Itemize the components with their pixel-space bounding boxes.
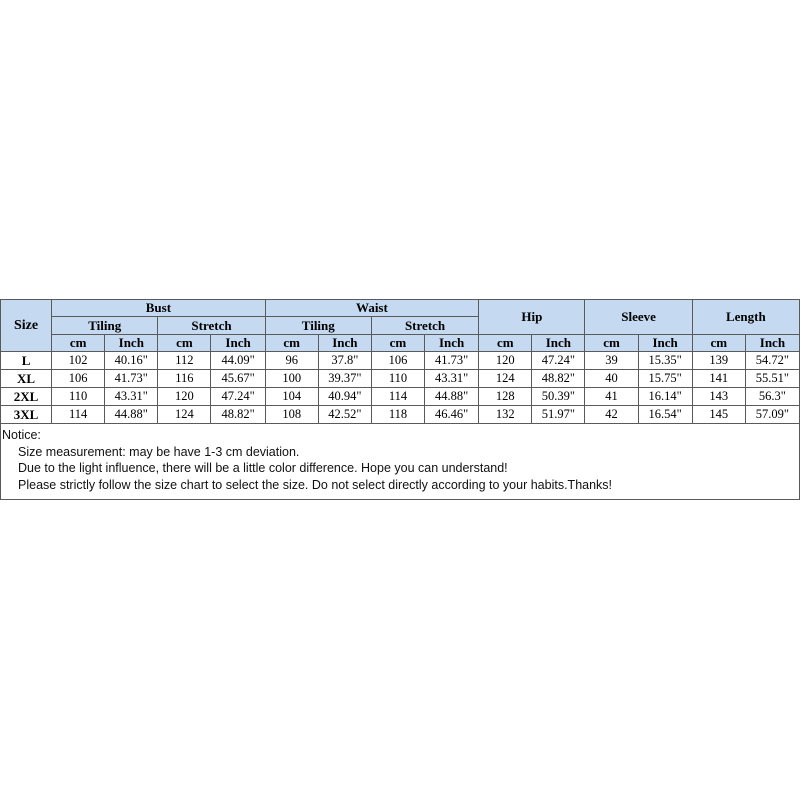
measure-cell: 47.24": [532, 352, 585, 370]
size-header: Size: [1, 300, 52, 352]
unit-header: cm: [479, 335, 532, 352]
bust-header: Bust: [52, 300, 266, 317]
measure-cell: 42: [585, 406, 638, 424]
measure-cell: 48.82": [532, 370, 585, 388]
measure-cell: 15.35": [638, 352, 692, 370]
notice-line: Size measurement: may be have 1-3 cm deviation.: [18, 444, 300, 459]
hip-header: Hip: [479, 300, 585, 335]
unit-header: cm: [692, 335, 745, 352]
measure-cell: 46.46": [425, 406, 479, 424]
measure-cell: 139: [692, 352, 745, 370]
unit-header: cm: [371, 335, 424, 352]
measure-cell: 44.88": [105, 406, 158, 424]
measure-cell: 96: [265, 352, 318, 370]
table-row: [1, 370, 800, 388]
notice-line: Please strictly follow the size chart to select the size. Do not select directly according to your habits.Thanks!: [18, 477, 613, 492]
measure-cell: 141: [692, 370, 745, 388]
unit-header: Inch: [425, 335, 479, 352]
unit-header: Inch: [638, 335, 692, 352]
size-chart: [0, 299, 800, 500]
table-row: [1, 352, 800, 370]
measure-cell: 143: [692, 388, 745, 406]
measure-cell: 120: [479, 352, 532, 370]
measure-cell: 54.72": [745, 352, 799, 370]
bust-stretch-header: Stretch: [158, 317, 265, 335]
unit-header: Inch: [105, 335, 158, 352]
measure-cell: 56.3": [745, 388, 799, 406]
unit-header: cm: [585, 335, 638, 352]
size-cell: 3XL: [1, 406, 52, 424]
measure-cell: 43.31": [425, 370, 479, 388]
measure-cell: 16.54": [638, 406, 692, 424]
measure-cell: 41: [585, 388, 638, 406]
measure-cell: 108: [265, 406, 318, 424]
measure-cell: 42.52": [318, 406, 371, 424]
measure-cell: 15.75": [638, 370, 692, 388]
length-header: Length: [692, 300, 799, 335]
size-cell: L: [1, 352, 52, 370]
measure-cell: 120: [158, 388, 211, 406]
measure-cell: 16.14": [638, 388, 692, 406]
measure-cell: 41.73": [105, 370, 158, 388]
measure-cell: 114: [52, 406, 105, 424]
measure-cell: 45.67": [211, 370, 265, 388]
bust-tiling-header: Tiling: [52, 317, 158, 335]
measure-cell: 47.24": [211, 388, 265, 406]
measure-cell: 112: [158, 352, 211, 370]
measure-cell: 104: [265, 388, 318, 406]
measure-cell: 48.82": [211, 406, 265, 424]
measure-cell: 39: [585, 352, 638, 370]
sleeve-header: Sleeve: [585, 300, 692, 335]
unit-header: cm: [52, 335, 105, 352]
size-table: [0, 299, 800, 424]
measure-cell: 43.31": [105, 388, 158, 406]
unit-header: Inch: [318, 335, 371, 352]
measure-cell: 116: [158, 370, 211, 388]
measure-cell: 106: [371, 352, 424, 370]
unit-header: Inch: [745, 335, 799, 352]
measure-cell: 110: [371, 370, 424, 388]
notice-title: Notice:: [2, 428, 41, 442]
measure-cell: 128: [479, 388, 532, 406]
measure-cell: 40.16": [105, 352, 158, 370]
notice-line: Due to the light influence, there will be a little color difference. Hope you can understand!: [18, 461, 508, 475]
measure-cell: 44.88": [425, 388, 479, 406]
waist-tiling-header: Tiling: [265, 317, 371, 335]
table-row: [1, 388, 800, 406]
measure-cell: 100: [265, 370, 318, 388]
size-cell: 2XL: [1, 388, 52, 406]
measure-cell: 40.94": [318, 388, 371, 406]
notice-box: [0, 424, 800, 500]
unit-header: cm: [265, 335, 318, 352]
measure-cell: 55.51": [745, 370, 799, 388]
unit-header: Inch: [532, 335, 585, 352]
measure-cell: 44.09": [211, 352, 265, 370]
measure-cell: 132: [479, 406, 532, 424]
measure-cell: 41.73": [425, 352, 479, 370]
measure-cell: 102: [52, 352, 105, 370]
table-row: [1, 406, 800, 424]
measure-cell: 110: [52, 388, 105, 406]
measure-cell: 118: [371, 406, 424, 424]
measure-cell: 39.37": [318, 370, 371, 388]
measure-cell: 40: [585, 370, 638, 388]
unit-header: Inch: [211, 335, 265, 352]
measure-cell: 51.97": [532, 406, 585, 424]
size-cell: XL: [1, 370, 52, 388]
measure-cell: 145: [692, 406, 745, 424]
measure-cell: 124: [479, 370, 532, 388]
waist-header: Waist: [265, 300, 479, 317]
measure-cell: 57.09": [745, 406, 799, 424]
measure-cell: 50.39": [532, 388, 585, 406]
measure-cell: 114: [371, 388, 424, 406]
measure-cell: 37.8": [318, 352, 371, 370]
unit-header: cm: [158, 335, 211, 352]
measure-cell: 124: [158, 406, 211, 424]
measure-cell: 106: [52, 370, 105, 388]
waist-stretch-header: Stretch: [371, 317, 478, 335]
